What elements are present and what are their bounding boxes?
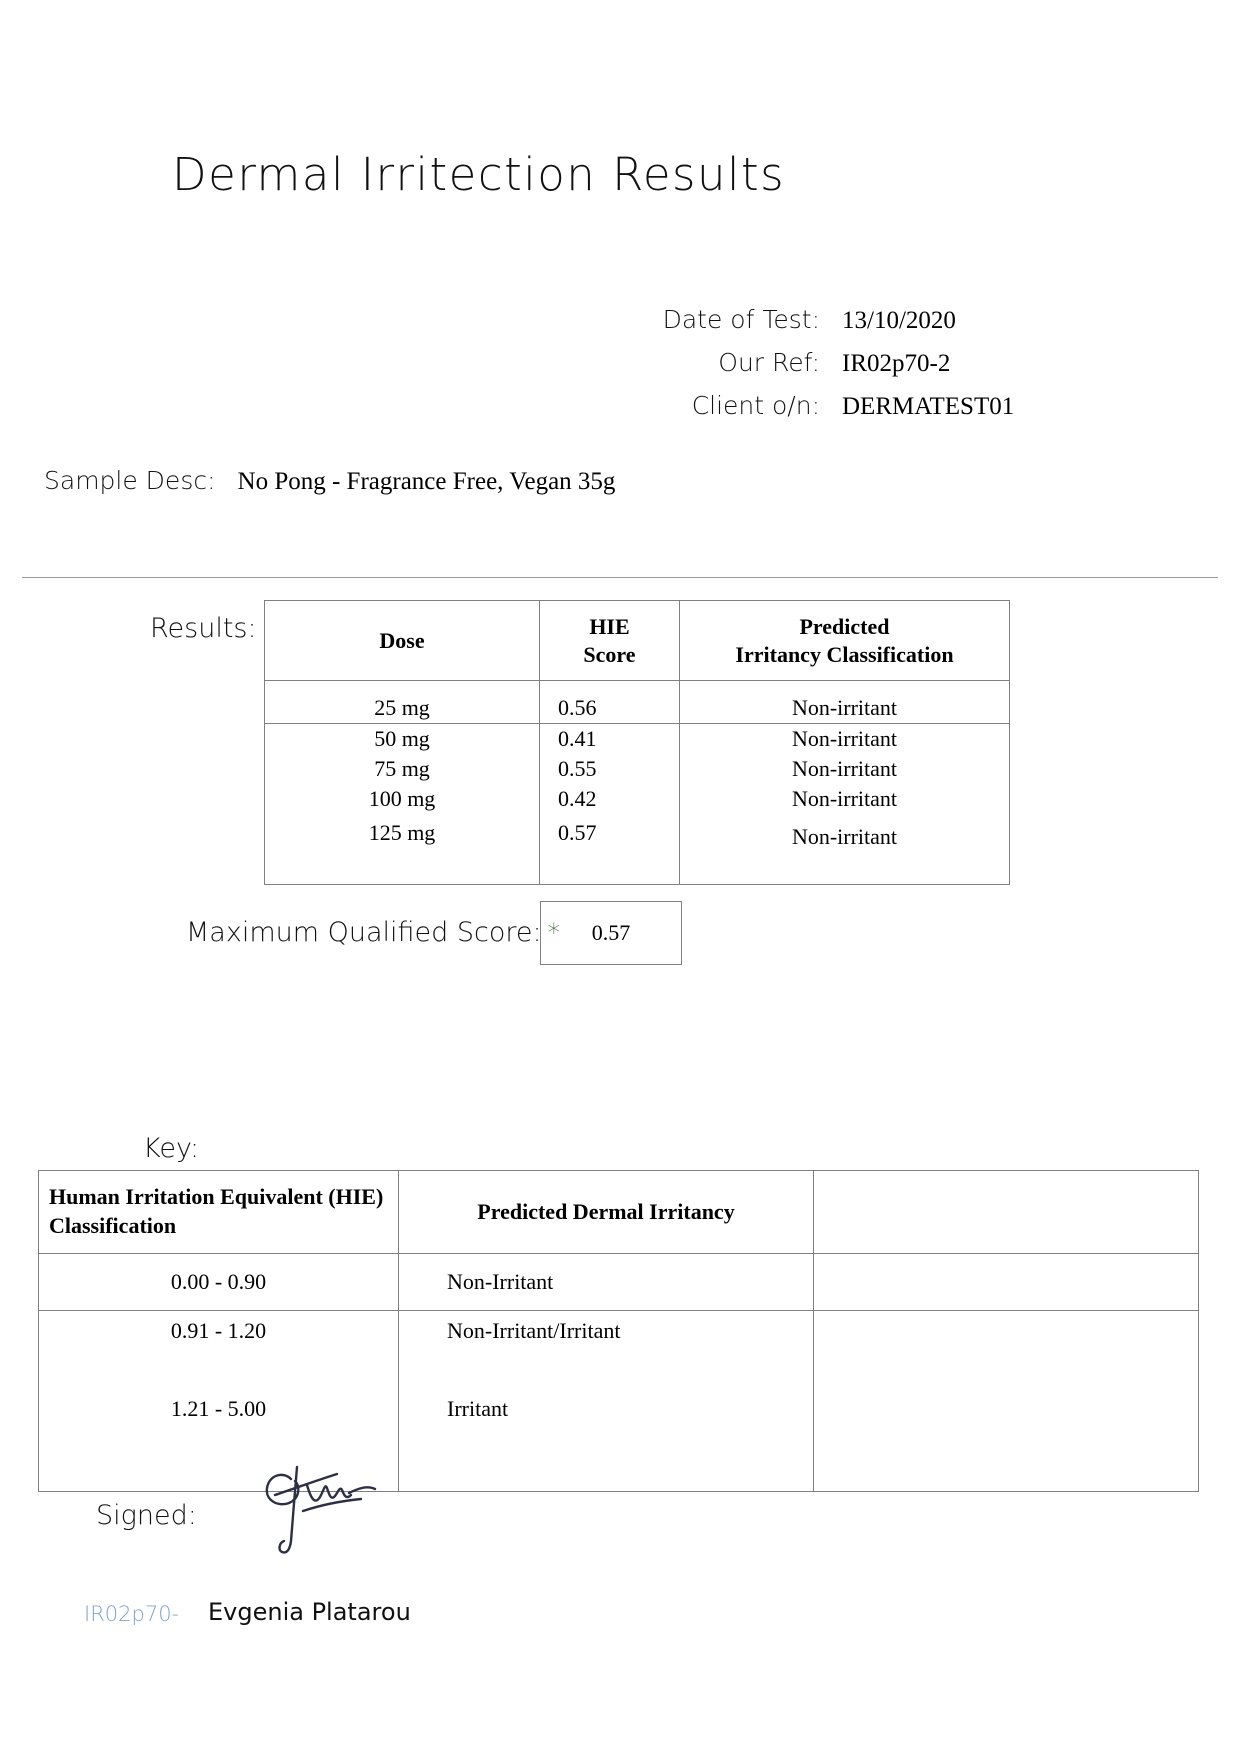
results-cell-dose: 125 mg xyxy=(265,814,540,885)
meta-label-date: Date of Test: xyxy=(662,305,820,334)
meta-label-our-ref: Our Ref: xyxy=(718,348,820,377)
results-cell-dose: 75 mg xyxy=(265,754,540,784)
key-table xyxy=(38,1170,1199,1492)
meta-row-client-on xyxy=(560,391,1060,421)
results-header-classification-line1: Predicted xyxy=(799,614,890,639)
results-header-classification xyxy=(680,601,1010,681)
table-row xyxy=(39,1389,1199,1492)
results-cell-score: 0.41 xyxy=(540,724,680,755)
results-label: Results: xyxy=(150,613,257,644)
results-table-header-row xyxy=(265,601,1010,681)
document-meta xyxy=(560,305,1060,434)
key-label: Key: xyxy=(143,1133,200,1164)
key-cell-extra xyxy=(814,1254,1199,1311)
key-cell-predicted: Non-Irritant xyxy=(399,1254,814,1311)
signature-image xyxy=(245,1455,390,1560)
asterisk-marker: * xyxy=(547,918,561,947)
key-header-hie-classification: Human Irritation Equivalent (HIE) Classification xyxy=(39,1171,399,1254)
meta-value-our-ref: IR02p70-2 xyxy=(842,350,951,377)
signer-name: Evgenia Platarou xyxy=(208,1598,411,1626)
table-row xyxy=(265,754,1010,784)
maximum-qualified-score-value: 0.57 xyxy=(540,901,682,965)
signed-label: Signed: xyxy=(96,1500,197,1531)
key-header-predicted-irritancy: Predicted Dermal Irritancy xyxy=(399,1171,814,1254)
meta-value-client-on: DERMATEST01 xyxy=(842,393,1015,420)
results-cell-score: 0.55 xyxy=(540,754,680,784)
maximum-qualified-score-text: Maximum Qualified Score: xyxy=(186,917,542,948)
key-cell-extra xyxy=(814,1311,1199,1390)
results-header-hie-score xyxy=(540,601,680,681)
table-row xyxy=(265,724,1010,755)
results-cell-dose: 50 mg xyxy=(265,724,540,755)
results-cell-classification: Non-irritant xyxy=(680,681,1010,724)
results-cell-classification: Non-irritant xyxy=(680,814,1010,885)
table-row xyxy=(39,1311,1199,1390)
key-header-blank xyxy=(814,1171,1199,1254)
results-header-classification-line2: Irritancy Classification xyxy=(735,641,954,667)
page-title: Dermal Irritection Results xyxy=(172,148,786,201)
results-header-dose: Dose xyxy=(265,601,540,681)
meta-row-our-ref xyxy=(560,348,1060,378)
table-row xyxy=(265,681,1010,724)
meta-value-date: 13/10/2020 xyxy=(842,307,956,334)
results-header-hie-line1: HIE xyxy=(589,614,630,639)
results-cell-score: 0.57 xyxy=(540,814,680,885)
results-cell-classification: Non-irritant xyxy=(680,724,1010,755)
results-header-hie-line2: Score xyxy=(583,641,636,667)
results-cell-score: 0.42 xyxy=(540,784,680,814)
key-cell-extra xyxy=(814,1389,1199,1492)
results-cell-classification: Non-irritant xyxy=(680,784,1010,814)
meta-row-date xyxy=(560,305,1060,335)
key-cell-predicted: Non-Irritant/Irritant xyxy=(399,1311,814,1390)
key-cell-range: 0.00 - 0.90 xyxy=(39,1254,399,1311)
results-cell-classification: Non-irritant xyxy=(680,754,1010,784)
key-table-header-row xyxy=(39,1171,1199,1254)
results-cell-score: 0.56 xyxy=(540,681,680,724)
table-row xyxy=(265,814,1010,885)
table-row xyxy=(265,784,1010,814)
sample-description-value: No Pong - Fragrance Free, Vegan 35g xyxy=(237,468,616,495)
key-cell-range: 0.91 - 1.20 xyxy=(39,1311,399,1390)
key-cell-predicted: Irritant xyxy=(399,1389,814,1492)
meta-label-client-on: Client o/n: xyxy=(691,391,820,420)
maximum-qualified-score-label xyxy=(186,917,560,948)
key-cell-range: 1.21 - 5.00 xyxy=(39,1389,399,1492)
document-reference-footer: IR02p70- xyxy=(84,1602,180,1626)
sample-description xyxy=(44,466,615,496)
sample-description-label: Sample Desc: xyxy=(44,466,216,495)
horizontal-divider xyxy=(22,577,1218,578)
results-cell-dose: 25 mg xyxy=(265,681,540,724)
results-cell-dose: 100 mg xyxy=(265,784,540,814)
results-table xyxy=(264,600,1010,885)
table-row xyxy=(39,1254,1199,1311)
